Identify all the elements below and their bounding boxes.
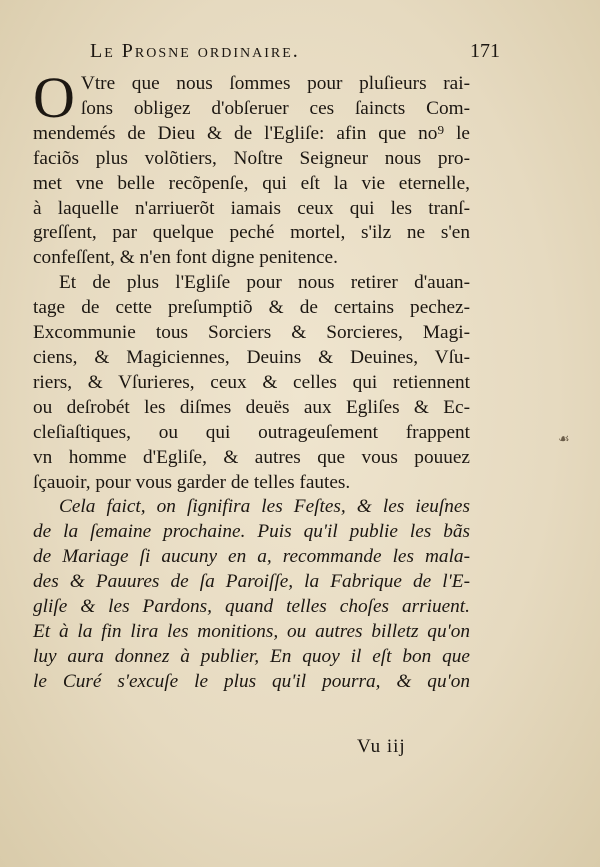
text-line: gliſe & les Pardons, quand telles choſes arriuent. bbox=[33, 596, 470, 618]
text-line: vn homme d'Egliſe, & autres que vous pouuez bbox=[33, 446, 470, 468]
text-line: met vne belle recõpenſe, qui eſt la vie eternelle, bbox=[33, 172, 470, 194]
text-line: tage de cette preſumptiõ & de certains pechez- bbox=[33, 297, 470, 319]
text-line: des & Pauures de ſa Paroiſſe, la Fabrique de l'E- bbox=[33, 571, 470, 593]
text-line: mendemés de Dieu & de l'Egliſe: afin que no⁹ le bbox=[33, 122, 470, 144]
signature-mark: Vu iij bbox=[357, 736, 406, 757]
text-line: luy aura donnez à publier, En quoy il eſt bon que bbox=[33, 645, 470, 667]
page-header bbox=[90, 40, 500, 70]
text-line: ſons obligez d'obſeruer ces ſaincts Com- bbox=[80, 97, 470, 119]
text-line: riers, & Vſurieres, ceux & celles qui retiennent bbox=[33, 371, 470, 393]
margin-ornament-icon: ☙ bbox=[558, 432, 570, 447]
text-line: Excommunie tous Sorciers & Sorcieres, Magi- bbox=[33, 322, 470, 344]
text-line: greſſent, par quelque peché mortel, s'ilz ne s'en bbox=[33, 222, 470, 244]
body-text bbox=[33, 65, 470, 695]
paragraph-1 bbox=[33, 65, 470, 271]
text-line: cleſiaſtiques, ou qui outrageuſement frappent bbox=[33, 421, 470, 443]
text-line: ſçauoir, pour vous garder de telles fautes. bbox=[33, 471, 351, 493]
text-line: de Mariage ſi aucuny en a, recommande les mala- bbox=[33, 546, 470, 568]
text-line: à laquelle n'arriuerõt iamais ceux qui les tranſ- bbox=[33, 197, 470, 219]
text-line: Cela faict, on ſignifira les Feſtes, & les ieuſnes bbox=[59, 496, 470, 518]
text-line: ou deſrobét les diſmes deuës aux Egliſes & Ec- bbox=[33, 396, 470, 418]
text-line: le Curé s'excuſe le plus qu'il pourra, & qu'on bbox=[33, 670, 470, 692]
drop-cap: O bbox=[33, 65, 75, 130]
text-line: ciens, & Magiciennes, Deuins & Deuines, Vſu- bbox=[33, 346, 470, 368]
text-line: de la ſemaine prochaine. Puis qu'il publie les bãs bbox=[33, 521, 470, 543]
text-line: Et de plus l'Egliſe pour nous retirer d'auan- bbox=[59, 272, 470, 294]
page-number: 171 bbox=[470, 40, 500, 62]
paragraph-3-rubric bbox=[33, 495, 470, 694]
paragraph-2 bbox=[33, 271, 470, 495]
text-line: confeſſent, & n'en font digne penitence. bbox=[33, 247, 338, 269]
text-line: Vtre que nous ſommes pour pluſieurs rai- bbox=[80, 73, 470, 94]
running-title: Le Prosne ordinaire. bbox=[90, 40, 300, 62]
text-line: Et à la fin lira les monitions, ou autres billetz qu'on bbox=[33, 620, 470, 642]
text-line: faciõs plus volõtiers, Noſtre Seigneur nous pro- bbox=[33, 147, 470, 169]
